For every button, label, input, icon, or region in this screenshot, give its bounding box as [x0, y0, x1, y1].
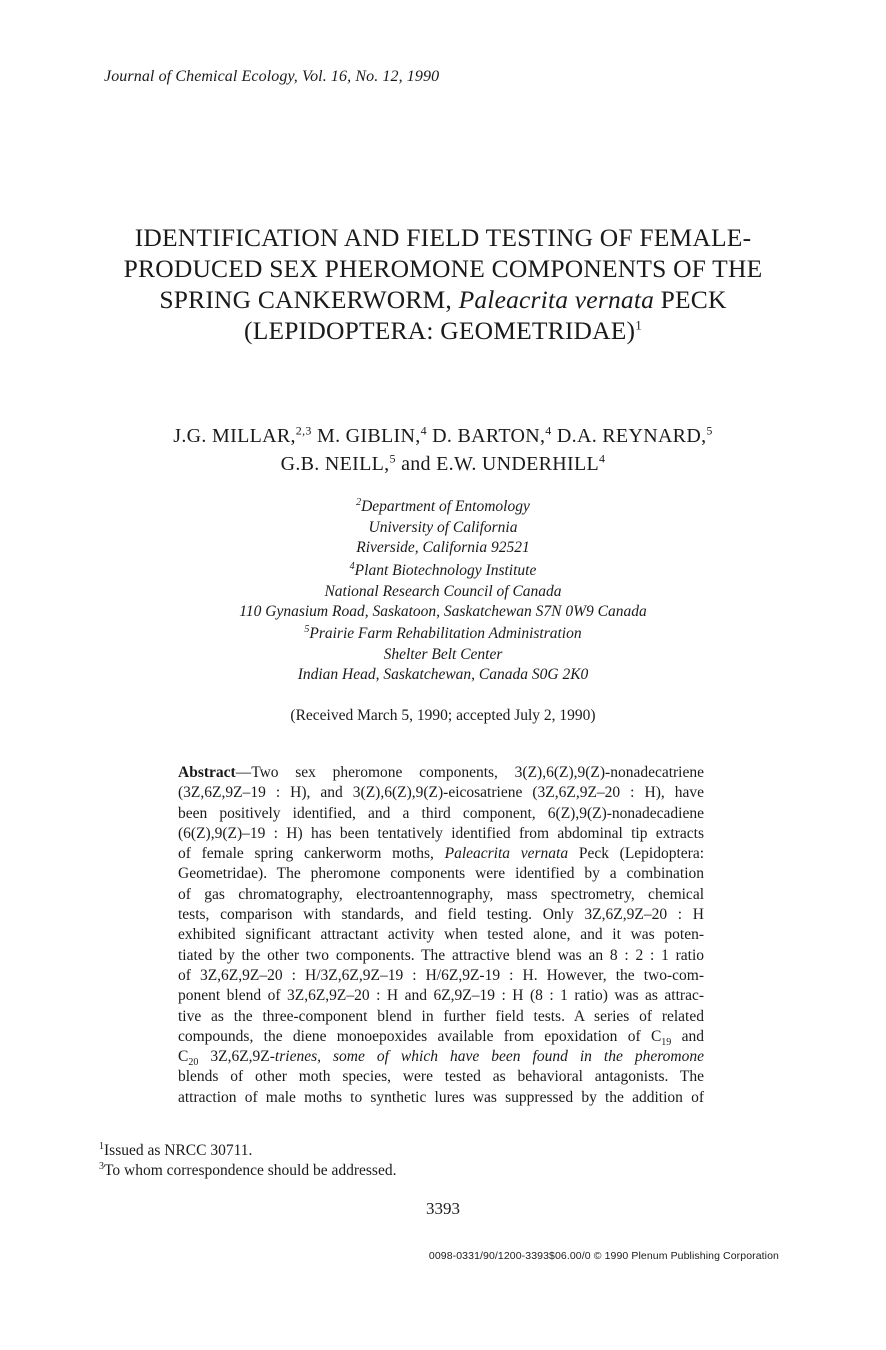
footnotes	[99, 1141, 396, 1181]
abstract-line: ponent blend of 3Z,6Z,9Z–20 : H and 6Z,9Z–19 : H (8 : 1 ratio) was as attrac-	[178, 987, 704, 1005]
journal-citation: Journal of Chemical Ecology, Vol. 16, No. 12, 1990	[104, 68, 440, 85]
abstract-line: of gas chromatography, electroantennography, mass spectrometry, chemical	[178, 885, 704, 903]
title-line: PRODUCED SEX PHEROMONE COMPONENTS OF THE	[123, 254, 763, 283]
abstract-line: of female spring cankerworm moths, Paleacrita vernata Peck (Lepidoptera:	[178, 845, 705, 863]
abstract-line: (6(Z),9(Z)–19 : H) has been tentatively identified from abdominal tip extracts	[178, 824, 704, 842]
species-name: Paleacrita vernata	[444, 845, 569, 863]
author-line: G.B. NEILL,$^5$ and E.W. UNDERHILL$^4$	[280, 451, 606, 475]
abstract-heading: Abstract	[178, 764, 236, 781]
title-line: (LEPIDOPTERA: GEOMETRIDAE)$^1$	[244, 316, 642, 345]
title-line: SPRING CANKERWORM, Paleacrita vernata PECK	[159, 285, 727, 314]
title-footnote-mark: 1	[635, 317, 642, 333]
page-number: 3393	[426, 1199, 460, 1218]
title-line: IDENTIFICATION AND FIELD TESTING OF FEMALE-	[134, 223, 752, 252]
abstract-line: been positively identified, and a third component, 6(Z),9(Z)-nonadecadiene	[178, 804, 704, 822]
abstract-line: exhibited significant attractant activity when tested alone, and it was poten-	[178, 926, 704, 944]
abstract-line: tive as the three-component blend in further field tests. A series of related	[178, 1007, 704, 1025]
abstract	[178, 763, 704, 1108]
footnote: $^3$To whom correspondence should be addressed.	[99, 1160, 397, 1179]
abstract-line: Abstract—Two sex pheromone components, 3(Z),6(Z),9(Z)-nonadecatriene	[178, 764, 704, 781]
footnote: $^1$Issued as NRCC 30711.	[99, 1140, 253, 1159]
affiliation-prairie-farm: $^5$Prairie Farm Rehabilitation Administration Shelter Belt Center Indian Head, Saskatchewan, Canada S0G 2K0	[297, 623, 589, 683]
abstract-line: Geometridae). The pheromone components were identified by a combination	[178, 865, 704, 883]
affiliation-biotechnology: $^4$Plant Biotechnology Institute National Research Council of Canada 110 Gynasium Road, Saskatoon, Saskatchewan S7N 0W9 Canada	[239, 560, 647, 620]
copyright-line: 0098-0331/90/1200-3393$06.00/0 © 1990 Plenum Publishing Corporation	[428, 1250, 779, 1262]
species-name: Paleacrita vernata	[458, 285, 655, 314]
paper-title	[80, 222, 806, 346]
abstract-line: attraction of male moths to synthetic lures was suppressed by the addition of	[178, 1088, 704, 1106]
abstract-line: $C_{20}$ 3Z,6Z,9Z-trienes, some of which have been found in the pheromone	[178, 1048, 704, 1069]
abstract-line: tiated by the other two components. The attractive blend was an 8 : 2 : 1 ratio	[178, 946, 704, 964]
received-dates: (Received March 5, 1990; accepted July 2, 1990)	[290, 707, 596, 724]
abstract-line: of 3Z,6Z,9Z–20 : H/3Z,6Z,9Z–19 : H/6Z,9Z-19 : H. However, the two-com-	[178, 966, 704, 984]
author-line: J.G. MILLAR,$^{2,3}$ M. GIBLIN,$^4$ D. BARTON,$^4$ D.A. REYNARD,$^5$	[173, 423, 713, 447]
abstract-line: compounds, the diene monoepoxides available from epoxidation of $C_{19}$ and	[178, 1027, 704, 1048]
abstract-line: (3Z,6Z,9Z–19 : H), and 3(Z),6(Z),9(Z)-eicosatriene (3Z,6Z,9Z–20 : H), have	[178, 784, 704, 802]
affiliation-entomology: $^2$Department of Entomology University of California Riverside, California 92521	[356, 496, 530, 556]
abstract-line: tests, comparison with standards, and field testing. Only 3Z,6Z,9Z–20 : H	[178, 906, 704, 924]
abstract-line: blends of other moth species, were tested as behavioral antagonists. The	[178, 1068, 704, 1086]
author-list	[60, 422, 826, 478]
